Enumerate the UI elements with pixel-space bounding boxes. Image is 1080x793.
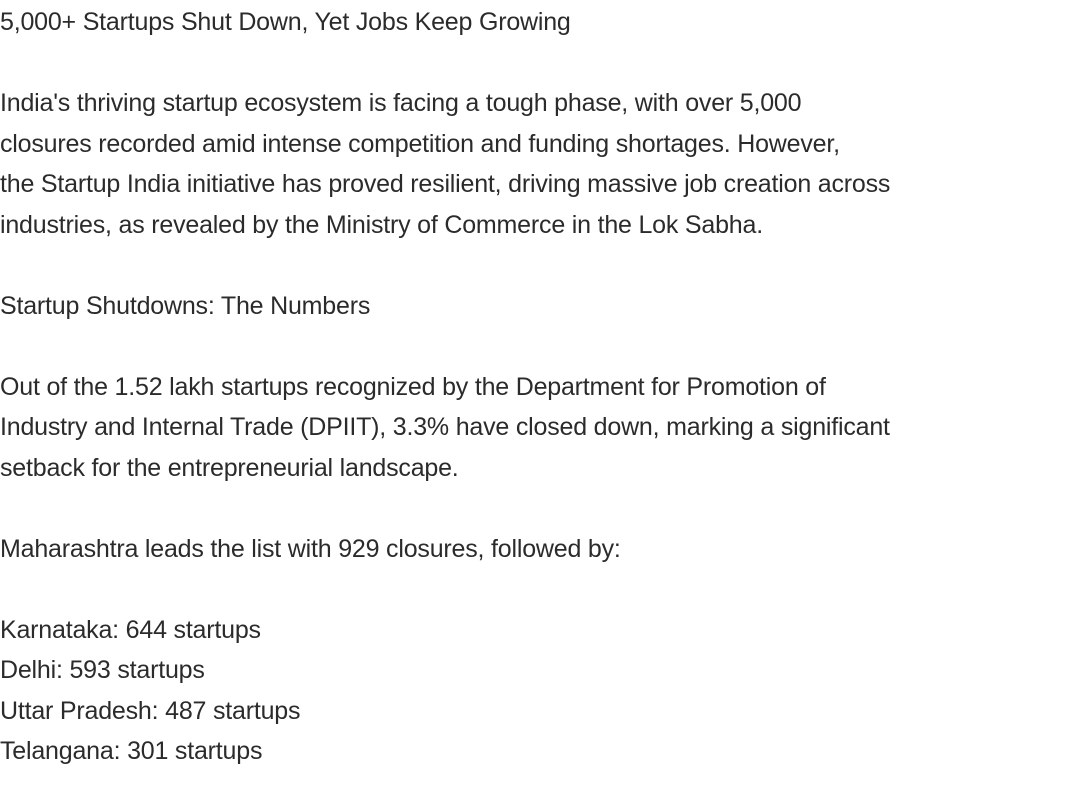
list-item: Karnataka: 644 startups xyxy=(0,615,261,644)
section-heading: Startup Shutdowns: The Numbers xyxy=(0,291,371,320)
paragraph-spacer xyxy=(0,326,1075,367)
intro-line: India's thriving startup ecosystem is facing a tough phase, with over 5,000 xyxy=(0,89,802,117)
intro-line: the Startup India initiative has proved resilient, driving massive job creation across xyxy=(0,170,891,198)
leader-line: Maharashtra leads the list with 929 closures, followed by: xyxy=(0,534,621,563)
stats-line: Out of the 1.52 lakh startups recognized by the Department for Promotion of xyxy=(0,372,826,401)
stats-line: setback for the entrepreneurial landscape. xyxy=(0,453,459,482)
stats-line: Industry and Internal Trade (DPIIT), 3.3% have closed down, marking a significant xyxy=(0,413,890,441)
state-list xyxy=(0,610,1075,772)
intro-line: closures recorded amid intense competition and funding shortages. However, xyxy=(0,129,840,158)
list-item: Uttar Pradesh: 487 startups xyxy=(0,696,301,725)
paragraph-spacer xyxy=(0,43,1075,84)
list-item: Delhi: 593 startups xyxy=(0,656,205,684)
paragraph-spacer xyxy=(0,245,1075,286)
list-item: Telangana: 301 startups xyxy=(0,737,263,765)
intro-line: industries, as revealed by the Ministry of Commerce in the Lok Sabha. xyxy=(0,210,763,239)
paragraph-spacer xyxy=(0,569,1075,610)
intro-paragraph xyxy=(0,83,1075,245)
stats-paragraph xyxy=(0,367,1075,489)
paragraph-spacer xyxy=(0,488,1075,529)
post-title: 5,000+ Startups Shut Down, Yet Jobs Keep Growing xyxy=(0,8,571,36)
